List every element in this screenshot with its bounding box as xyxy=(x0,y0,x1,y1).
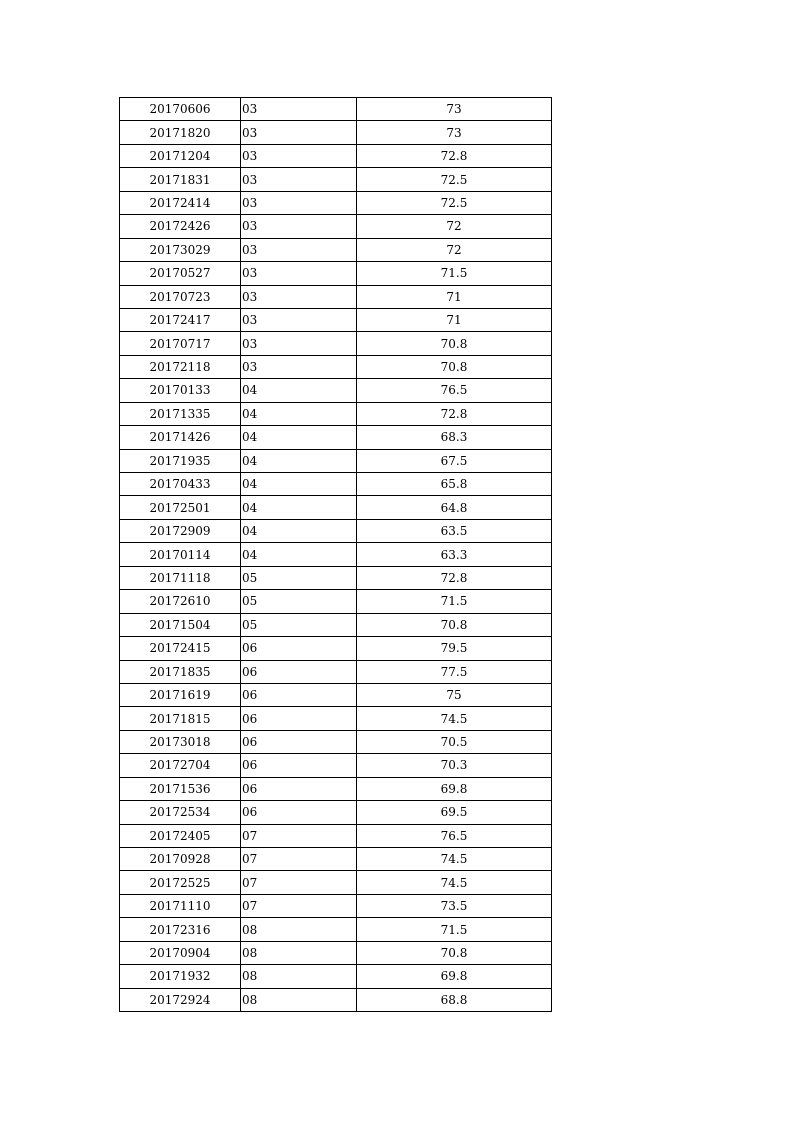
group-cell: 06 xyxy=(241,683,357,706)
score-cell: 69.8 xyxy=(357,777,552,800)
score-cell: 65.8 xyxy=(357,473,552,496)
id-cell: 20172405 xyxy=(120,824,241,847)
id-cell: 20172414 xyxy=(120,191,241,214)
id-cell: 20171426 xyxy=(120,426,241,449)
id-cell: 20172415 xyxy=(120,637,241,660)
table-row xyxy=(120,965,552,988)
id-cell: 20170527 xyxy=(120,262,241,285)
table-row xyxy=(120,121,552,144)
group-cell: 04 xyxy=(241,449,357,472)
id-cell: 20171935 xyxy=(120,449,241,472)
table-row xyxy=(120,215,552,238)
score-table-body xyxy=(120,98,552,1012)
table-row xyxy=(120,824,552,847)
group-cell: 03 xyxy=(241,262,357,285)
group-cell: 04 xyxy=(241,543,357,566)
group-cell: 06 xyxy=(241,754,357,777)
group-cell: 06 xyxy=(241,660,357,683)
group-cell: 03 xyxy=(241,121,357,144)
table-row xyxy=(120,848,552,871)
group-cell: 04 xyxy=(241,519,357,542)
group-cell: 05 xyxy=(241,566,357,589)
table-row xyxy=(120,191,552,214)
score-cell: 79.5 xyxy=(357,637,552,660)
score-cell: 70.3 xyxy=(357,754,552,777)
score-cell: 71.5 xyxy=(357,918,552,941)
score-cell: 63.3 xyxy=(357,543,552,566)
score-cell: 76.5 xyxy=(357,824,552,847)
score-cell: 73 xyxy=(357,121,552,144)
id-cell: 20171619 xyxy=(120,683,241,706)
id-cell: 20172426 xyxy=(120,215,241,238)
score-cell: 74.5 xyxy=(357,848,552,871)
group-cell: 07 xyxy=(241,824,357,847)
group-cell: 03 xyxy=(241,215,357,238)
table-row xyxy=(120,496,552,519)
score-cell: 71.5 xyxy=(357,590,552,613)
score-cell: 74.5 xyxy=(357,871,552,894)
id-cell: 20170717 xyxy=(120,332,241,355)
id-cell: 20170904 xyxy=(120,941,241,964)
group-cell: 07 xyxy=(241,894,357,917)
score-cell: 64.8 xyxy=(357,496,552,519)
group-cell: 08 xyxy=(241,988,357,1011)
group-cell: 04 xyxy=(241,426,357,449)
id-cell: 20172417 xyxy=(120,308,241,331)
group-cell: 08 xyxy=(241,941,357,964)
table-row xyxy=(120,262,552,285)
group-cell: 08 xyxy=(241,965,357,988)
table-row xyxy=(120,988,552,1011)
score-cell: 74.5 xyxy=(357,707,552,730)
score-cell: 72.5 xyxy=(357,168,552,191)
group-cell: 04 xyxy=(241,496,357,519)
table-row xyxy=(120,285,552,308)
table-row xyxy=(120,637,552,660)
score-cell: 72.8 xyxy=(357,144,552,167)
table-row xyxy=(120,801,552,824)
table-row xyxy=(120,144,552,167)
score-cell: 70.8 xyxy=(357,613,552,636)
group-cell: 04 xyxy=(241,402,357,425)
table-row xyxy=(120,777,552,800)
score-cell: 71 xyxy=(357,285,552,308)
score-cell: 75 xyxy=(357,683,552,706)
score-cell: 67.5 xyxy=(357,449,552,472)
score-cell: 77.5 xyxy=(357,660,552,683)
id-cell: 20172704 xyxy=(120,754,241,777)
score-cell: 69.5 xyxy=(357,801,552,824)
score-sheet xyxy=(119,97,551,1012)
table-row xyxy=(120,426,552,449)
table-row xyxy=(120,707,552,730)
id-cell: 20171335 xyxy=(120,402,241,425)
group-cell: 07 xyxy=(241,848,357,871)
table-row xyxy=(120,449,552,472)
score-cell: 72 xyxy=(357,238,552,261)
id-cell: 20172909 xyxy=(120,519,241,542)
table-row xyxy=(120,543,552,566)
id-cell: 20171504 xyxy=(120,613,241,636)
score-cell: 70.8 xyxy=(357,941,552,964)
id-cell: 20173029 xyxy=(120,238,241,261)
id-cell: 20172924 xyxy=(120,988,241,1011)
group-cell: 07 xyxy=(241,871,357,894)
id-cell: 20172534 xyxy=(120,801,241,824)
id-cell: 20172118 xyxy=(120,355,241,378)
table-row xyxy=(120,918,552,941)
group-cell: 03 xyxy=(241,308,357,331)
table-row xyxy=(120,355,552,378)
group-cell: 06 xyxy=(241,801,357,824)
id-cell: 20171204 xyxy=(120,144,241,167)
score-cell: 68.8 xyxy=(357,988,552,1011)
table-row xyxy=(120,98,552,121)
id-cell: 20171118 xyxy=(120,566,241,589)
id-cell: 20173018 xyxy=(120,730,241,753)
id-cell: 20171815 xyxy=(120,707,241,730)
score-cell: 72 xyxy=(357,215,552,238)
score-table xyxy=(119,97,552,1012)
group-cell: 06 xyxy=(241,777,357,800)
score-cell: 71 xyxy=(357,308,552,331)
group-cell: 06 xyxy=(241,730,357,753)
group-cell: 03 xyxy=(241,168,357,191)
table-row xyxy=(120,308,552,331)
group-cell: 06 xyxy=(241,637,357,660)
group-cell: 05 xyxy=(241,613,357,636)
table-row xyxy=(120,566,552,589)
table-row xyxy=(120,168,552,191)
group-cell: 04 xyxy=(241,473,357,496)
table-row xyxy=(120,894,552,917)
group-cell: 08 xyxy=(241,918,357,941)
id-cell: 20170606 xyxy=(120,98,241,121)
table-row xyxy=(120,754,552,777)
table-row xyxy=(120,238,552,261)
id-cell: 20170114 xyxy=(120,543,241,566)
table-row xyxy=(120,473,552,496)
id-cell: 20171110 xyxy=(120,894,241,917)
table-row xyxy=(120,660,552,683)
id-cell: 20172316 xyxy=(120,918,241,941)
id-cell: 20171536 xyxy=(120,777,241,800)
group-cell: 04 xyxy=(241,379,357,402)
table-row xyxy=(120,402,552,425)
score-cell: 63.5 xyxy=(357,519,552,542)
group-cell: 03 xyxy=(241,238,357,261)
score-cell: 70.8 xyxy=(357,332,552,355)
id-cell: 20172610 xyxy=(120,590,241,613)
id-cell: 20171820 xyxy=(120,121,241,144)
id-cell: 20170433 xyxy=(120,473,241,496)
score-cell: 71.5 xyxy=(357,262,552,285)
table-row xyxy=(120,871,552,894)
score-cell: 72.8 xyxy=(357,402,552,425)
table-row xyxy=(120,613,552,636)
score-cell: 68.3 xyxy=(357,426,552,449)
table-row xyxy=(120,730,552,753)
group-cell: 03 xyxy=(241,98,357,121)
group-cell: 06 xyxy=(241,707,357,730)
score-cell: 70.8 xyxy=(357,355,552,378)
score-cell: 73.5 xyxy=(357,894,552,917)
score-cell: 72.8 xyxy=(357,566,552,589)
group-cell: 03 xyxy=(241,285,357,308)
table-row xyxy=(120,590,552,613)
group-cell: 03 xyxy=(241,355,357,378)
id-cell: 20172501 xyxy=(120,496,241,519)
table-row xyxy=(120,683,552,706)
id-cell: 20170133 xyxy=(120,379,241,402)
group-cell: 03 xyxy=(241,191,357,214)
score-cell: 70.5 xyxy=(357,730,552,753)
id-cell: 20170723 xyxy=(120,285,241,308)
group-cell: 03 xyxy=(241,332,357,355)
table-row xyxy=(120,519,552,542)
group-cell: 03 xyxy=(241,144,357,167)
group-cell: 05 xyxy=(241,590,357,613)
table-row xyxy=(120,332,552,355)
table-row xyxy=(120,379,552,402)
score-cell: 72.5 xyxy=(357,191,552,214)
id-cell: 20171831 xyxy=(120,168,241,191)
table-row xyxy=(120,941,552,964)
score-cell: 69.8 xyxy=(357,965,552,988)
score-cell: 73 xyxy=(357,98,552,121)
score-cell: 76.5 xyxy=(357,379,552,402)
id-cell: 20172525 xyxy=(120,871,241,894)
id-cell: 20170928 xyxy=(120,848,241,871)
id-cell: 20171835 xyxy=(120,660,241,683)
id-cell: 20171932 xyxy=(120,965,241,988)
